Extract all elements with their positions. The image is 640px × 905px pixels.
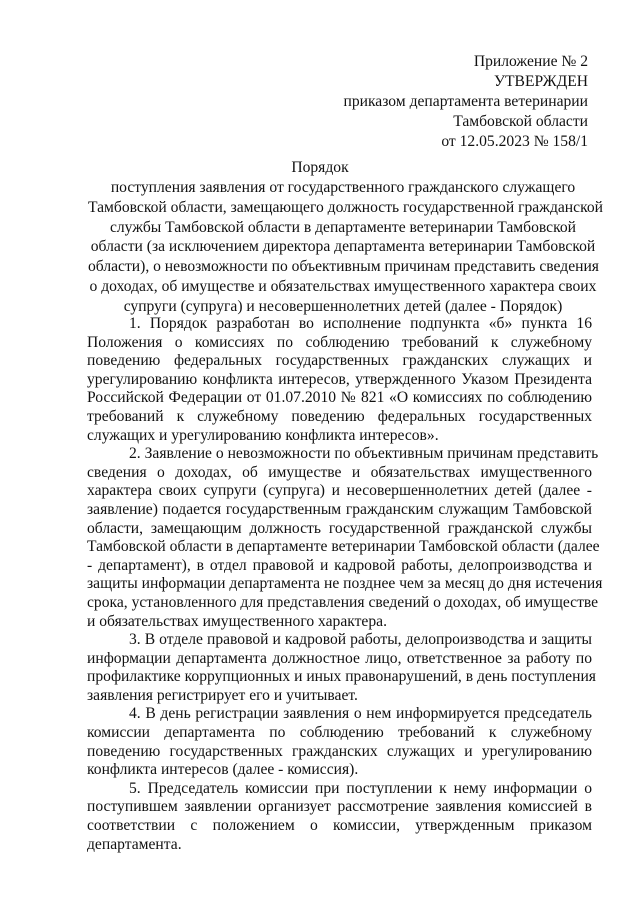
body-line: поведению государственных гражданских служащих и урегулированию [87, 742, 592, 760]
paragraph-5 [87, 780, 592, 854]
order-line-1: приказом департамента ветеринарии [343, 93, 588, 110]
order-date: от 12.05.2023 № 158/1 [441, 133, 588, 150]
body-line: Положения о комиссиях по соблюдению требований к служебному [87, 333, 592, 351]
subtitle-line: службы Тамбовской области в департаменте ветеринарии Тамбовской [109, 218, 577, 236]
paragraph-2 [87, 445, 603, 631]
body-line: 2. Заявление о невозможности по объективным причинам представить [129, 445, 599, 463]
subtitle-line: Тамбовской области, замещающего должность государственной гражданской [88, 198, 604, 216]
body-line: заявления регистрирует его и учитывает. [87, 686, 358, 704]
subtitle-line: области (за исключением директора департамента ветеринарии Тамбовской [90, 238, 596, 256]
appendix-number: Приложение № 2 [473, 53, 588, 70]
paragraph-3 [87, 631, 596, 705]
body-line: области, замещающим должность государственной гражданской службы [87, 519, 592, 537]
body-line: соответствии с положением о комиссии, утвержденным приказом [87, 817, 592, 835]
subtitle-line: супруги (супруга) и несовершеннолетних детей (далее - Порядок) [123, 297, 563, 315]
document-subtitle [88, 178, 604, 317]
body-line: департамента. [87, 835, 182, 853]
document-title: Порядок [291, 159, 349, 176]
body-line: - департамент), в отдел правовой и кадровой работы, делопроизводства и [87, 556, 592, 574]
document-body [87, 315, 603, 854]
body-line: комиссии департамента по соблюдению требований к служебному [87, 724, 592, 742]
body-line: конфликта интересов (далее - комиссия). [87, 761, 359, 779]
order-line-2: Тамбовской области [453, 113, 588, 130]
body-line: поступившем заявлении организует рассмотрение заявления комиссией в [87, 798, 592, 816]
subtitle-line: о доходах, об имуществе и обязательствах имущественного характера своих [89, 277, 597, 295]
paragraph-1 [87, 315, 592, 445]
body-line: требований к служебному поведению федеральных государственных [87, 407, 592, 425]
paragraph-4 [87, 705, 592, 779]
body-line: профилактике коррупционных и иных правонарушений, в день поступления [87, 668, 596, 686]
body-line: поведению федеральных государственных гражданских служащих и [87, 352, 592, 370]
body-line: заявление) подается государственным гражданским служащим Тамбовской [87, 500, 592, 518]
body-line: характера своих супруги (супруга) и несовершеннолетних детей (далее - [87, 482, 592, 500]
body-line: Тамбовской области в департаменте ветеринарии Тамбовской области (далее [87, 538, 600, 556]
approved-label: УТВЕРЖДЕН [493, 73, 588, 90]
body-line: сведения о доходах, об имуществе и обязательствах имущественного [87, 463, 592, 481]
body-line: информации департамента должностное лицо, ответственное за работу по [87, 649, 592, 667]
body-line: 5. Председатель комиссии при поступлении к нему информации о [129, 779, 592, 797]
body-line: и обязательствах имущественного характера. [87, 612, 387, 630]
body-line: защиты информации департамента не позднее чем за месяц до дня истечения [87, 575, 603, 593]
body-line: 1. Порядок разработан во исполнение подпункта «б» пункта 16 [129, 315, 592, 332]
body-line: 3. В отделе правовой и кадровой работы, делопроизводства и защиты [129, 631, 592, 649]
subtitle-line: области), о невозможности по объективным причинам представить сведения [88, 258, 599, 276]
approval-header [288, 52, 588, 152]
subtitle-line: поступления заявления от государственного гражданского служащего [110, 179, 576, 196]
body-line: Российской Федерации от 01.07.2010 № 821 «О комиссиях по соблюдению [87, 389, 592, 407]
body-line: 4. В день регистрации заявления о нем информируется председатель [129, 705, 592, 723]
body-line: урегулированию конфликта интересов, утвержденного Указом Президента [87, 370, 592, 388]
body-line: срока, установленного для представления сведений о доходах, об имуществе [87, 593, 599, 611]
body-line: служащих и урегулированию конфликта интересов». [87, 426, 439, 444]
